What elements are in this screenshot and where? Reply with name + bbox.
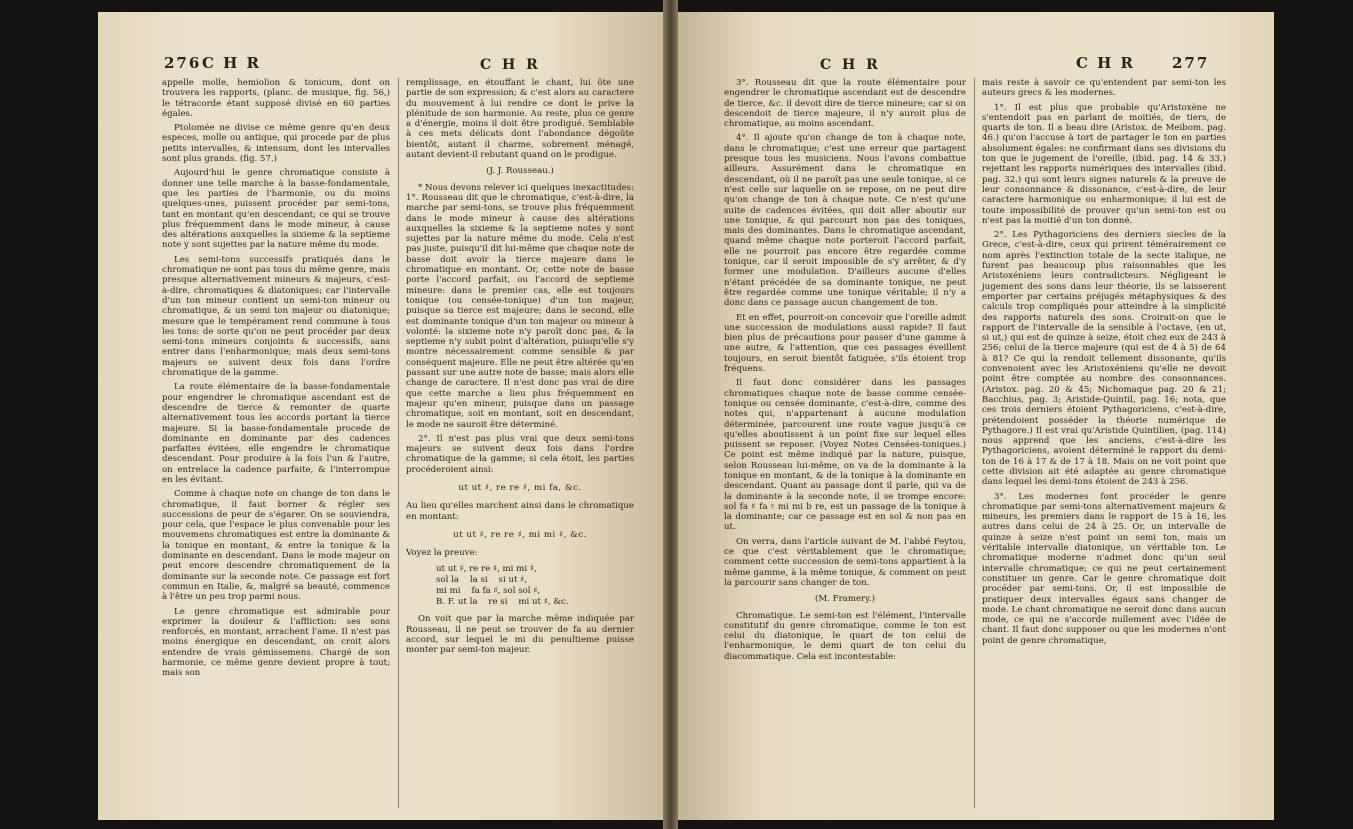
paragraph: Le genre chromatique est admirable pour exprimer la douleur & l'affliction: ses sons renforcés, en montant, arrachent l'ame. Il n'est pas moins énergique en descendant, on croit alors entendre de vrais gémissemens. Chargé de son harmonie, ce même genre devient propre à tout; mais son: [162, 606, 390, 679]
page-number-left: 276: [164, 54, 202, 72]
paragraph: 3°. Rousseau dit que la route élémentaire pour engendrer le chromatique ascendant est de descendre de tierce, &c. il devoit dire de tierce mineure; car si on descendoit de tierce majeure, il n'y auroit plus de chromatique, au moins ascendant.: [724, 78, 966, 130]
paragraph: 1°. Il est plus que probable qu'Aristoxène ne s'entendoit pas en parlant de moitiés, de tiers, de quarts de ton. Il a beau dire (Aristox. de Meibom. pag. 46.) qu'on l'accuse à tort de partager le ton en parties absolument égales: ne confirmant dans ses divisions du ton que le jugement de l'oreille, (ibid. pag. 14 & 33.) rejettant les rapports numériques des intervalles (ibid. pag. 32.) qui sont leurs signes naturels & la preuve de leur consonnance & dissonance, c'est-à-dire, de leur caractere harmonique ou enharmonique; il lui est de toute impossibilité de prouver qu'un semi-ton est ou n'est pas la moitié d'un ton donné.: [982, 102, 1226, 226]
book-gutter: [663, 0, 678, 829]
paragraph: * Nous devons relever ici quelques inexactitudes: 1°. Rousseau dit que le chromatique, c'est-à-dire, la marche par semi-tons, se trouve plus fréquemment dans le mode mineur à cause des altérations auxquelles la sixieme & la septieme notes y sont sujettes par la nature même du mode. Cela n'est pas juste, puisqu'il dit lui-même que chaque note de basse doit avoir la tierce majeure dans le chromatique en montant. Or, cette note de basse porte l'accord parfait, ou l'accord de septieme mineure: dans le premier cas, elle est toujours tonique (ou censée-tonique) d'un ton majeur, puisque sa tierce est majeure; dans le second, elle est dominante tonique d'un ton majeur ou mineur à volonté: la sixieme note n'y paroît donc pas, & la septieme n'y subit point d'altération, puisqu'elle s'y montre nécessairement comme sensible & par conséquent majeure. Elle ne peut être altérée qu'en passant sur une autre note de basse; mais alors elle change de caractere. Il n'est donc pas vrai de dire que cette marche a lieu plus fréquemment en majeur qu'en mineur, puisque dans un passage chromatique, soit en montant, soit en descendant, le mode ne sauroit être déterminé.: [406, 182, 634, 430]
author-signature: (M. Framery.): [815, 594, 875, 605]
paragraph: On verra, dans l'article suivant de M. l'abbé Feytou, ce que c'est véritablement que le chromatique; comment cette succession de semi-tons appartient à la même gamme, à la même tonique, & comment on peut la parcourir sans changer de ton.: [724, 536, 966, 588]
right-column-1: [724, 78, 966, 666]
paragraph: Voyez la preuve:: [406, 548, 478, 559]
paragraph: Comme à chaque note on change de ton dans le chromatique, il faut borner & régler ses successions de peur de s'égarer. On se souviendra, pour cela, que l'espace le plus convenable pour les mouvemens chromatiques est entre la dominante & la tonique en montant, & entre la tonique & la dominante en descendant. Dans le mode majeur on peut encore descendre chromatiquement de la dominante sur la seconde note. Ce passage est fort commun en Italie, &, malgré sa beauté, commence à l'être un peu trop parmi nous.: [162, 489, 390, 603]
paragraph: 2°. Il n'est pas plus vrai que deux semi-tons majeurs se suivent deux fois dans l'ordre chromatique de la gamme; si cela étoit, les parties procéderoient ainsi:: [406, 433, 634, 475]
paragraph: Chromatique. Le semi-ton est l'élément, l'intervalle constitutif du genre chromatique, comme le ton est celui du diatonique, le quart de ton celui de l'enharmonique, le demi quart de ton celui du diacommatique. Cela est incontestable:: [724, 610, 966, 662]
music-example: ut ut ♯, re re ♯, mi mi ♯, &c.: [453, 529, 587, 540]
right-page: [678, 12, 1274, 820]
paragraph: 2°. Les Pythagoriciens des derniers siecles de la Grece, c'est-à-dire, ceux qui prirent témérairement ce nom après l'extinction totale de la secte italique, ne furent pas beaucoup plus raisonnables que les Aristoxéniens leurs contradicteurs. Négligeant le jugement des sons dans leur théorie, ils se laisserent emporter par certains préjugés métaphysiques & des calculs trop compliqués pour atteindre à la simplicité des rapports naturels des sons. Croirait-on que le rapport de l'intervalle de la sensible à l'octave, (en ut, si ut,) qui est de quinze à seize, étoit chez eux de 243 à 256; celui de la tierce majeure (qui est de 4 à 5) de 64 à 81? Ce qui la rendoit tellement dissonante, qu'ils convenoient avec les Aristoxéniens qu'elle ne devoit point être comptée au nombre des consonnances. (Aristox. pag. 20 & 45; Nichomaque pag. 20 & 21; Bacchius, pag. 3; Aristide-Quintil, pag. 16; nota, que ces trois derniers étoient Pythagoriciens, c'est-à-dire, prétendoient posséder la théorie numérique de Pythagore.) Il est vrai qu'Aristide Quintilien, (pag. 114) nous apprend que les anciens, c'est-à-dire les Pythagoriciens, avoient déterminé le rapport du demi-ton de 16 à 17 & de 17 à 18. Mais on ne voit point que cette division ait été adaptée au genre chromatique dans lequel les demi-tons étoient de 243 à 256.: [982, 230, 1226, 488]
left-column-2: [406, 78, 634, 660]
paragraph: 3°. Les modernes font procéder le genre chromatique par semi-tons alternativement majeurs & mineurs, les premiers dans le rapport de 15 à 16, les autres dans celui de 24 à 25. Or, un intervalle de quinze à seize n'est point un semi ton, mais un véritable intervalle diatonique, un véritable ton. Le chromatique moderne n'admet donc qu'un seul intervalle chromatique; ce qui ne peut certainement constituer un genre. Car le genre chromatique doit procéder par semi-tons. Or, il est impossible de pratiquer deux intervalles égaux sans changer de mode. Le chant chromatique ne seroit donc dans aucun mode, ce qui ne s'accorde nullement avec l'idée de chant. Il faut donc supposer ou que les modernes n'ont point de genre chromatique,: [982, 491, 1226, 646]
paragraph: Les semi-tons successifs pratiqués dans le chromatique ne sont pas tous du même genre, mais presque alternativement mineurs & majeurs, c'est-à-dire, chromatiques & diatoniques; car l'intervalle d'un ton mineur contient un semi-ton mineur ou chromatique, & un semi ton majeur ou diatonique; mesure que le tempérament rend commune à tous les tons: de sorte qu'on ne peut procéder par deux semi-tons mineurs conjoints & successifs, sans entrer dans l'enharmonique; mais deux semi-tons majeurs se suivent deux fois dans l'ordre chromatique de la gamme.: [162, 254, 390, 379]
author-signature: (J. J. Rousseau.): [486, 166, 554, 177]
music-example: ut ut ♯, re re ♯, mi fa, &c.: [458, 482, 582, 493]
paragraph: Et en effet, pourroit-on concevoir que l'oreille admit une succession de modulations aussi rapide? Il faut bien plus de précautions pour passer d'une gamme à une autre, & l'attention, que ces passages éveillent toujours, en seroit bientôt fatiguée, s'ils étoient trop fréquens.: [724, 312, 966, 375]
paragraph: Il faut donc considérer dans les passages chromatiques chaque note de basse comme censée-tonique ou censée dominante, c'est-à-dire, comme des notes qui, n'appartenant à aucune modulation déterminée, parcourent une route vague jusqu'à ce qu'elles aboutissent à un point fixe sur lequel elles puissent se reposer. (Voyez Notes Censées-toniques.) Ce point est même indiqué par la nature, puisque, selon Rousseau lui-même, on va de la dominante à la tonique en montant, & de la tonique à la dominante en descendant. Quant au passage dont il parle, qui va de la dominante à la seconde note, il se trompe encore: sol fa ♯ fa ♮ mi mi b re, est un passage de la tonique à la dominante; car ce passage est en sol & non pas en ut.: [724, 378, 966, 533]
paragraph: 4°. Il ajoute qu'on change de ton à chaque note, dans le chromatique; c'est une erreur que partagent presque tous les musiciens. Nous l'avons combattue ailleurs. Assurément dans le chromatique en descendant, où il ne paroît pas une seule tonique, si ce n'est celle sur laquelle on se repose, on ne peut dire qu'on change de ton à chaque note. Ce n'est qu'une suite de cadences évitées, qui doit aller aboutir sur une tonique, & qui parcourt non pas des toniques, mais des dominantes. Dans le chromatique ascendant, quand même chaque note porteroit l'accord parfait, elle ne pourroit pas encore être regardée comme tonique, car il seroit impossible de s'y arrêter, & d'y former une modulation. D'ailleurs aucune d'elles n'étant précédée de sa dominante tonique, ne peut être regardée comme une tonique véritable; il n'y a donc dans ce passage aucun changement de ton.: [724, 133, 966, 309]
left-column-1: [162, 78, 390, 683]
running-head-right: C H R: [1076, 54, 1136, 72]
right-column-2: [982, 78, 1226, 650]
music-example-table: ut ut ♯, re re ♯, mi mi ♯, sol la la si si ut ♯, mi mi fa fa ♯, sol sol ♯, B. F. ut la re si mi ut ♯, &c.: [436, 564, 569, 608]
running-head-right-col1: C H R: [820, 57, 881, 73]
page-number-right: 277: [1172, 54, 1210, 72]
running-head-left-col2: C H R: [480, 57, 541, 73]
paragraph: appelle molle, hemiolion & tonicum, dont on trouvera les rapports, (planc. de musique, fig. 56,) le tétracorde étant supposé divisé en 60 parties égales.: [162, 78, 390, 119]
paragraph: La route élémentaire de la basse-fondamentale pour engendrer le chromatique ascendant est de descendre de tierce & remonter de quarte alternativement tous les accords portant la tierce majeure. Si la basse-fondamentale procede de dominante en dominante par des cadences parfaites évitées, elle engendre le chromatique descendant. Pour produire à la fois l'un & l'autre, on entrelace la cadence parfaite, & l'interrompue en les évitant.: [162, 382, 390, 485]
column-divider: [398, 78, 399, 808]
paragraph: remplissage, en étouffant le chant, lui ôte une partie de son expression; & c'est alors au caractere du mouvement à lui rendre ce dont le prive la plénitude de son harmonie. Au reste, plus ce genre a d'énergie, moins il doit être prodigué. Semblable à ces mets délicats dont l'abondance dégoûte bientôt, autant il charme, sobrement ménagé, autant devient-il rebutant quand on le prodigue.: [406, 78, 634, 161]
paragraph: Ptolomée ne divise ce même genre qu'en deux especes, molle ou antique, qui procede par de plus petits intervalles, & intensum, dont les intervalles sont plus grands. (fig. 57.): [162, 123, 390, 165]
paragraph: On voit que par la marche même indiquée par Rousseau, il ne peut se trouver de fa au dernier accord, sur lequel le mi du penultieme puisse monter par semi-ton majeur.: [406, 614, 634, 656]
paragraph: mais reste à savoir ce qu'entendent par semi-ton les auteurs grecs & les modernes.: [982, 78, 1226, 99]
paragraph: Au lieu qu'elles marchent ainsi dans le chromatique en montant:: [406, 501, 634, 522]
paragraph: Aujourd'hui le genre chromatique consiste à donner une telle marche à la basse-fondamentale, que les parties de l'harmonie, ou du moins quelques-unes, puissent procéder par semi-tons, tant en montant qu'en descendant; ce qui se trouve plus fréquemment dans le mode mineur, à cause des altérations auxquelles la sixieme & la septieme note y sont sujettes par la nature même du mode.: [162, 168, 390, 251]
left-page: [98, 12, 663, 820]
column-divider: [974, 78, 975, 808]
running-head-left: C H R: [202, 54, 262, 72]
